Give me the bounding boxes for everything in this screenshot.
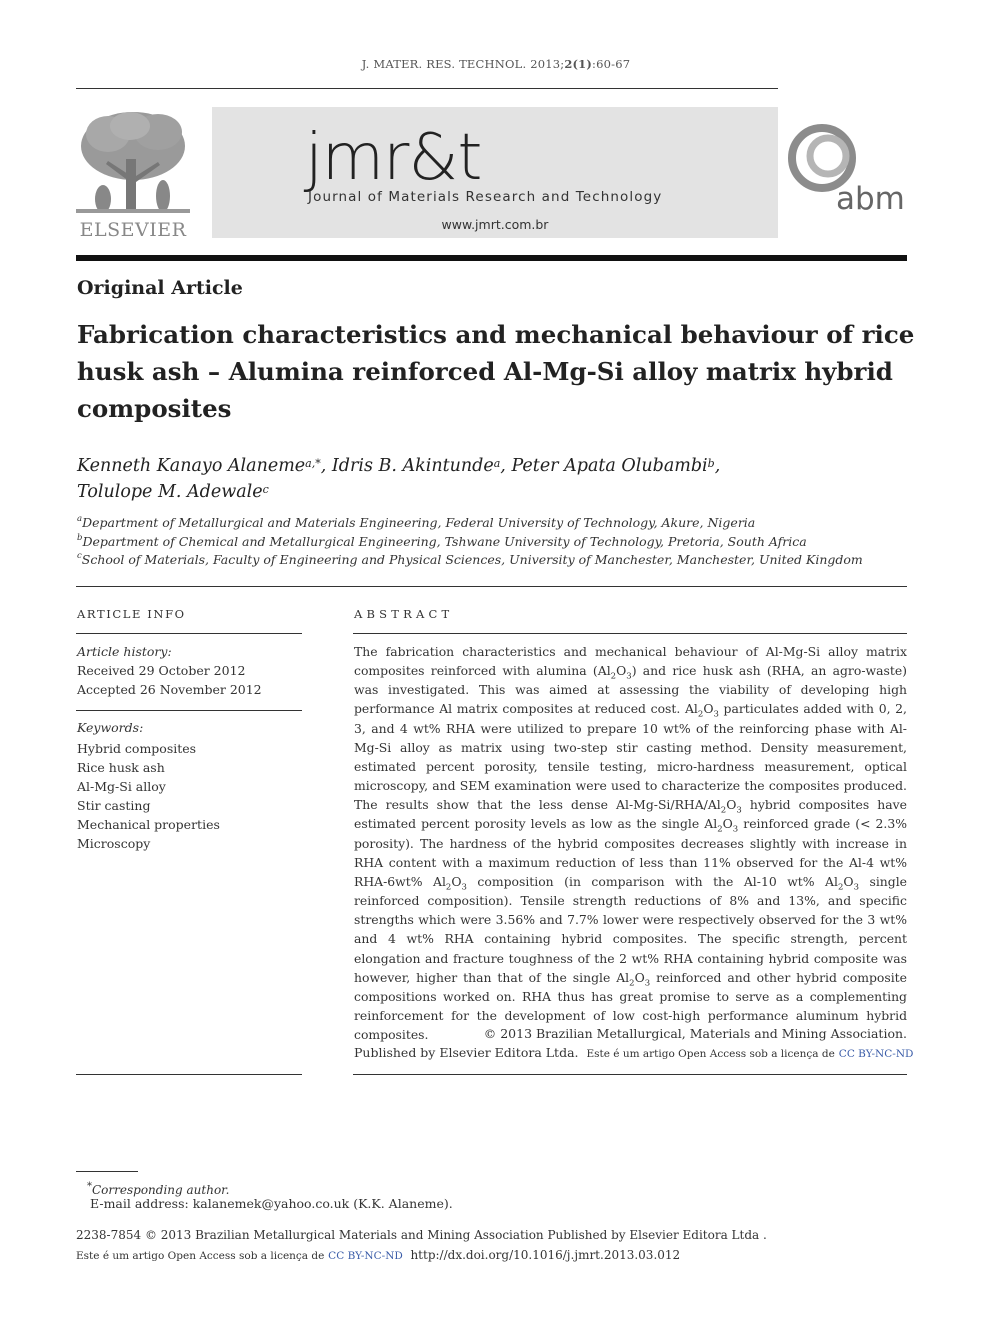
banner-rule bbox=[76, 255, 907, 261]
section-rule bbox=[353, 1074, 907, 1075]
history-label: Article history: bbox=[77, 644, 172, 659]
keyword-list bbox=[77, 739, 220, 854]
email-note[interactable]: E-mail address: kalanemek@yahoo.co.uk (K.K. Alaneme). bbox=[90, 1196, 453, 1211]
keyword: Mechanical properties bbox=[77, 817, 220, 833]
article-type: Original Article bbox=[77, 277, 243, 299]
section-rule bbox=[76, 1074, 302, 1075]
issn-line: 2238-7854 © 2013 Brazilian Metallurgical Materials and Mining Association Published by Elsevier Editora Ltda . bbox=[76, 1228, 767, 1242]
author-list: Kenneth Kanayo Alaneme$^{a,*}$, Idris B. Akintunde$^a$, Peter Apata Olubambi$^b$, Tolulope M. Adewale$^c$ bbox=[77, 456, 721, 502]
affiliation: $^b$Department of Chemical and Metallurgical Engineering, Tshwane University of Technology, Pretoria, South Africa bbox=[77, 533, 807, 549]
keyword: Rice husk ash bbox=[77, 760, 165, 776]
keyword: Stir casting bbox=[77, 798, 151, 814]
copyright-line: © 2013 Brazilian Metallurgical, Materials and Mining Association. bbox=[483, 1026, 907, 1041]
affiliation: $^a$Department of Metallurgical and Materials Engineering, Federal University of Technology, Akure, Nigeria bbox=[77, 514, 756, 530]
journal-logo: jmr&t bbox=[305, 121, 482, 195]
running-header: J. MATER. RES. TECHNOL. 2013;2(1):60-67 bbox=[361, 57, 631, 71]
license-link[interactable]: CC BY-NC-ND bbox=[838, 1048, 914, 1060]
received-date: Received 29 October 2012 bbox=[77, 663, 246, 678]
section-rule bbox=[76, 633, 302, 634]
article-info-heading: ARTICLE INFO bbox=[77, 607, 186, 621]
corresponding-author-note: *Corresponding author. bbox=[87, 1181, 230, 1197]
section-rule bbox=[76, 586, 907, 587]
journal-url[interactable]: www.jmrt.com.br bbox=[441, 217, 549, 232]
author[interactable]: Idris B. Akintunde$^a$ bbox=[331, 456, 501, 476]
abstract-heading: ABSTRACT bbox=[354, 607, 454, 621]
author[interactable]: Kenneth Kanayo Alaneme$^{a,*}$ bbox=[77, 456, 321, 476]
footnote-rule bbox=[76, 1171, 138, 1172]
article-title: Fabrication characteristics and mechanical behaviour of rice husk ash – Alumina reinforced Al-Mg-Si alloy matrix hybrid composites bbox=[77, 320, 915, 423]
keyword: Al-Mg-Si alloy bbox=[77, 779, 166, 795]
affiliation: $^c$School of Materials, Faculty of Engineering and Physical Sciences, University of Manchester, Manchester, United Kingdom bbox=[77, 551, 863, 567]
header-rule bbox=[76, 88, 778, 89]
section-rule bbox=[353, 633, 907, 634]
keyword: Hybrid composites bbox=[77, 741, 197, 756]
license-link[interactable]: CC BY-NC-ND bbox=[328, 1250, 403, 1262]
publisher-line: Published by Elsevier Editora Ltda. Este é um artigo Open Access sob a licença de CC BY-NC-ND bbox=[354, 1045, 914, 1060]
section-rule bbox=[76, 710, 302, 711]
abm-wordmark: abm bbox=[836, 181, 905, 217]
journal-full-name: Journal of Materials Research and Technology bbox=[308, 189, 663, 205]
keyword: Microscopy bbox=[77, 836, 151, 852]
doi-link[interactable]: http://dx.doi.org/10.1016/j.jmrt.2013.03.012 bbox=[410, 1248, 681, 1262]
keywords-label: Keywords: bbox=[77, 720, 144, 735]
author[interactable]: Tolulope M. Adewale$^c$ bbox=[77, 482, 269, 502]
accepted-date: Accepted 26 November 2012 bbox=[77, 682, 262, 697]
abstract-body: The fabrication characteristics and mechanical behaviour of Al-Mg-Si alloy matrix composites reinforced with alumina $(Al_2O_3)$ and rice husk ash (RHA, an agro-waste) was investigated. This was aimed at assessing the viability of developing high performance Al matrix composites at reduced cost. $Al_2O_3$ particulates added with 0, 2, 3, and 4 wt% RHA were utilized to prepare 10 wt% of the reinforcing phase with Al-Mg-Si alloy as matrix using two-step stir casting method. Density measurement, estimated percent porosity, tensile testing, micro-hardness measurement, optical microscopy, and SEM examination were used to characterize the composites produced. The results show that the less dense $Al-Mg-Si/RHA/Al_2O_3$ hybrid composites have estimated percent porosity levels as low as the single $Al_2O_3$ reinforced grade (< 2.3% porosity). The hardness of the hybrid composites decreases slightly with increase in RHA content with a maximum reduction of less than 11% observed for the Al-4 wt% RHA-6wt% $Al_2O_3$ composition (in comparison with the Al-10 wt% $Al_2O_3$ single reinforced composition). Tensile strength reductions of 8% and 13%, and specific strengths which were 3.56% and 7.7% lower were respectively observed for the 3 wt% and 4 wt% RHA containing hybrid composites. The specific strength, percent elongation and fracture toughness of the 2 wt% RHA containing hybrid composite was however, higher than that of the single $Al_2O_3$ reinforced and other hybrid composite compositions worked on. RHA thus has great promise to serve as a complementing reinforcement for the development of low cost-high performance aluminum hybrid composites. bbox=[354, 644, 908, 1043]
elsevier-wordmark: ELSEVIER bbox=[79, 219, 187, 241]
open-access-line: Este é um artigo Open Access sob a licença de CC BY-NC-ND http://dx.doi.org/10.1016/j.jmrt.2013.03.012 bbox=[76, 1248, 681, 1262]
author[interactable]: Peter Apata Olubambi$^b$ bbox=[511, 456, 715, 476]
